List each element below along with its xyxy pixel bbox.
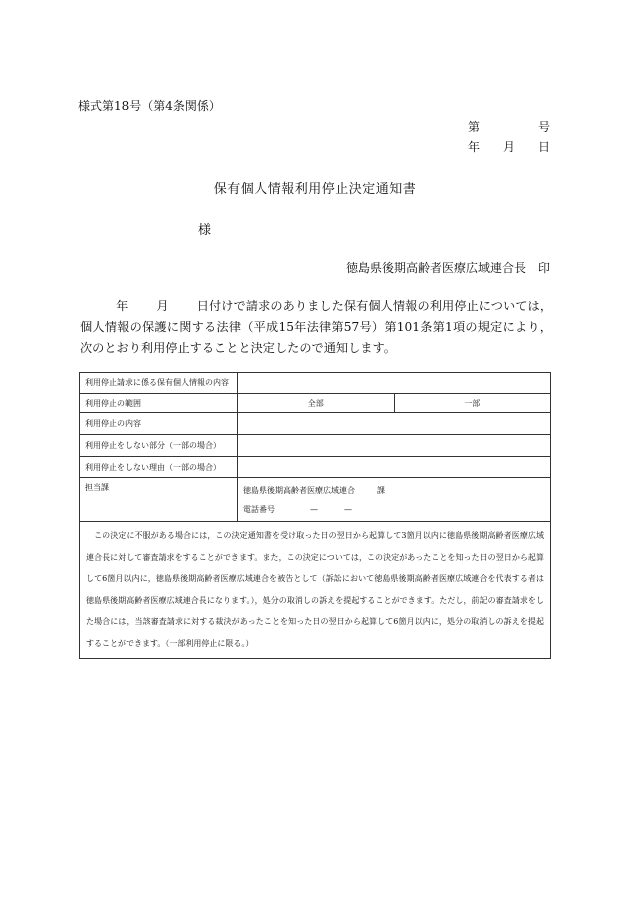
row-label-not-stopped-part: 利用停止をしない部分（一部の場合） (80, 435, 238, 457)
scope-part: 一部 (394, 394, 551, 413)
contact-cell (238, 478, 551, 522)
date-year: 年 (468, 140, 481, 154)
date-month: 月 (502, 140, 515, 154)
seal-mark: 印 (537, 261, 550, 275)
content-value (238, 413, 551, 435)
appeal-notice (80, 522, 551, 659)
scope-all: 全部 (238, 394, 395, 413)
row-label-request-content: 利用停止請求に係る保有個人情報の内容 (80, 373, 238, 394)
body-year: 年 (116, 299, 129, 313)
appeal-notice-text: この決定に不服がある場合には，この決定通知書を受け取った日の翌日から起算して3箇月以内に徳島県後期高齢者医療広域連合長に対して審査請求をすることができます。また，この決定については，この決定があったことを知った日の翌日から起算して6箇月以内に，徳島県後期高齢者医療広域連合を被告として（訴訟において徳島県後期高齢者医療広域連合を代表する者は徳島県後期高齢者医療広域連合長になります。），処分の取消しの訴えを提起することができます。ただし，前記の審査請求をした場合には，当該審査請求に対する裁決があったことを知った日の翌日から起算して6箇月以内に，処分の取消しの訴えを提起することができます。（一部利用停止に限る。） (86, 531, 544, 648)
phone-label: 電話番号 (243, 505, 275, 514)
decision-table (79, 372, 551, 659)
row-label-not-stopped-reason: 利用停止をしない理由（一部の場合） (80, 457, 238, 478)
body-month: 月 (156, 299, 169, 313)
form-number: 様式第18号（第4条関係） (78, 99, 221, 113)
not-stopped-part-value (238, 435, 551, 457)
issuer (346, 259, 550, 276)
document-date (468, 138, 550, 155)
document-title: 保有個人情報利用停止決定通知書 (213, 182, 417, 197)
body-text: 日付けで請求のありました保有個人情報の利用停止については，個人情報の保護に関する法律（平成15年法律第57号）第101条第1項の規定により，次のとおり利用停止することと決定したので通知します。 (80, 299, 553, 355)
row-label-scope: 利用停止の範囲 (80, 394, 238, 413)
contact-dept-suffix: 課 (377, 486, 385, 495)
recipient-honorific: 様 (198, 223, 212, 238)
body-paragraph (80, 296, 552, 359)
date-day: 日 (537, 140, 550, 154)
issuer-name: 徳島県後期高齢者医療広域連合長 (345, 261, 526, 275)
row-label-section: 担当課 (80, 478, 238, 522)
document-number (468, 118, 550, 135)
phone-dash-2: — (344, 505, 352, 514)
doc-number-prefix: 第 (468, 120, 481, 134)
request-content-value (238, 373, 551, 394)
not-stopped-reason-value (238, 457, 551, 478)
phone-dash-1: — (310, 505, 318, 514)
doc-number-suffix: 号 (537, 120, 550, 134)
contact-org: 徳島県後期高齢者医療広域連合 (243, 486, 355, 495)
row-label-content: 利用停止の内容 (80, 413, 238, 435)
